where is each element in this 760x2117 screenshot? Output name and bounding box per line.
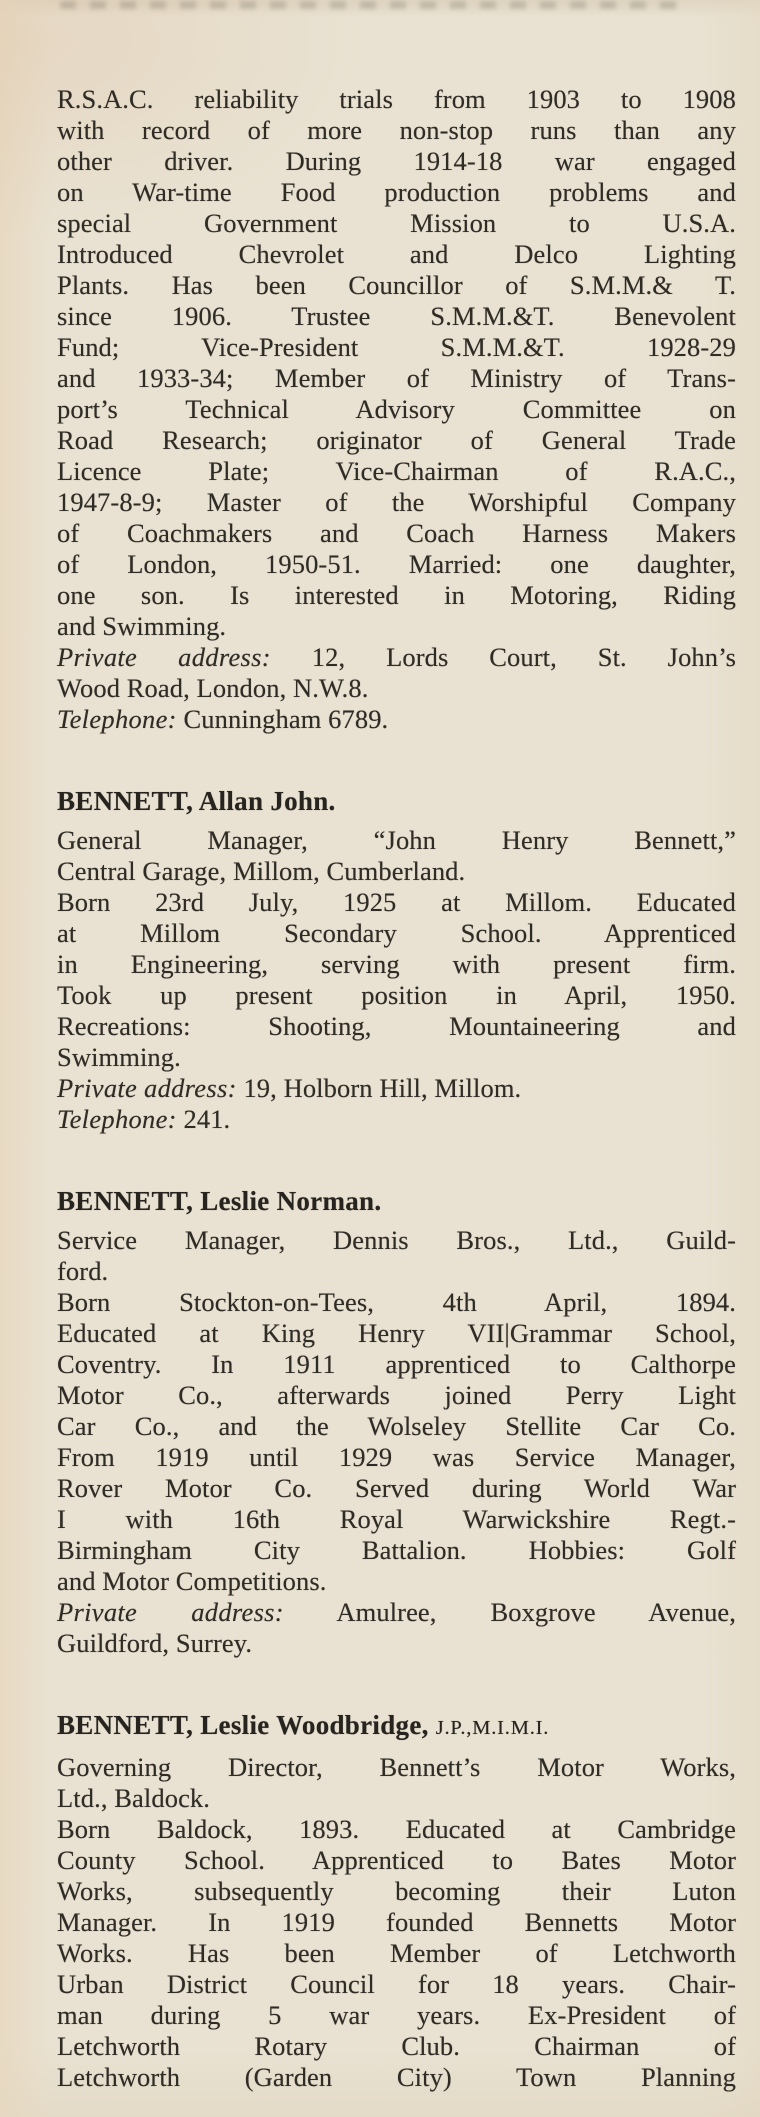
text-line: Introduced Chevrolet and Delco Lighting xyxy=(57,239,736,269)
text-line: since 1906. Trustee S.M.M.&T. Benevolent xyxy=(57,301,736,331)
directory-entry xyxy=(57,1709,736,2093)
text-line: one son. Is interested in Motoring, Riding xyxy=(57,580,736,610)
body-paragraph xyxy=(57,887,736,1073)
text-line: Private address: Amulree, Boxgrove Avenue, xyxy=(57,1597,736,1627)
directory-entry xyxy=(57,84,736,735)
text-line: Telephone: 241. xyxy=(57,1104,231,1134)
person-name: BENNETT, Leslie Woodbridge, xyxy=(57,1710,429,1740)
text-line: Urban District Council for 18 years. Chair- xyxy=(57,1969,736,1999)
text-line: Central Garage, Millom, Cumberland. xyxy=(57,856,466,886)
body-paragraph xyxy=(57,1225,736,1287)
text-line: I with 16th Royal Warwickshire Regt.- xyxy=(57,1504,736,1534)
text-line: and 1933-34; Member of Ministry of Trans- xyxy=(57,363,736,393)
text-line: of Coachmakers and Coach Harness Makers xyxy=(57,518,736,548)
directory-entry xyxy=(57,1185,736,1659)
field-label: Private address: xyxy=(57,642,271,672)
text-line: Works. Has been Member of Letchworth xyxy=(57,1938,736,1968)
text-line: Fund; Vice-President S.M.M.&T. 1928-29 xyxy=(57,332,736,362)
text-line: and Swimming. xyxy=(57,611,227,641)
field-label: Private address: xyxy=(57,1597,284,1627)
text-line: Plants. Has been Councillor of S.M.M.& T. xyxy=(57,270,736,300)
labeled-paragraph xyxy=(57,1073,736,1104)
text-line: Wood Road, London, N.W.8. xyxy=(57,673,369,703)
labeled-paragraph xyxy=(57,642,736,704)
text-line: Recreations: Shooting, Mountaineering and xyxy=(57,1011,736,1041)
text-line: Private address: 19, Holborn Hill, Millom. xyxy=(57,1073,522,1103)
person-name: BENNETT, Allan John. xyxy=(57,786,336,816)
field-label: Telephone: xyxy=(57,704,177,734)
person-name: BENNETT, Leslie Norman. xyxy=(57,1186,382,1216)
text-line: ford. xyxy=(57,1256,109,1286)
body-paragraph xyxy=(57,1752,736,1814)
text-line: Coventry. In 1911 apprenticed to Calthorpe xyxy=(57,1349,736,1379)
text-line: County School. Apprenticed to Bates Motor xyxy=(57,1845,736,1875)
body-paragraph xyxy=(57,1287,736,1597)
entry-heading xyxy=(57,785,736,818)
text-line: Private address: 12, Lords Court, St. John’s xyxy=(57,642,736,672)
person-honors: J.P.,M.I.M.I. xyxy=(435,1717,550,1739)
labeled-paragraph xyxy=(57,1104,736,1135)
text-line: of London, 1950-51. Married: one daughter, xyxy=(57,549,736,579)
cutoff-text-remnant xyxy=(60,1,680,9)
field-label: Telephone: xyxy=(57,1104,177,1134)
entry-heading xyxy=(57,1185,736,1218)
text-line: Car Co., and the Wolseley Stellite Car Co. xyxy=(57,1411,736,1441)
field-label: Private address: xyxy=(57,1073,237,1103)
text-line: Took up present position in April, 1950. xyxy=(57,980,736,1010)
text-line: Manager. In 1919 founded Bennetts Motor xyxy=(57,1907,736,1937)
text-line: Service Manager, Dennis Bros., Ltd., Guild- xyxy=(57,1225,736,1255)
text-line: special Government Mission to U.S.A. xyxy=(57,208,736,238)
labeled-paragraph xyxy=(57,704,736,735)
text-line: Telephone: Cunningham 6789. xyxy=(57,704,389,734)
text-line: Governing Director, Bennett’s Motor Works, xyxy=(57,1752,736,1782)
text-line: other driver. During 1914-18 war engaged xyxy=(57,146,736,176)
text-line: R.S.A.C. reliability trials from 1903 to 1908 xyxy=(57,84,736,114)
text-line: and Motor Competitions. xyxy=(57,1566,327,1596)
text-line: in Engineering, serving with present firm. xyxy=(57,949,736,979)
text-line: Educated at King Henry VII|Grammar School, xyxy=(57,1318,736,1348)
text-line: man during 5 war years. Ex-President of xyxy=(57,2000,736,2030)
text-line: Swimming. xyxy=(57,1042,181,1072)
text-line: Letchworth Rotary Club. Chairman of xyxy=(57,2031,736,2061)
text-line: General Manager, “John Henry Bennett,” xyxy=(57,825,736,855)
text-line: Born Baldock, 1893. Educated at Cambridge xyxy=(57,1814,736,1844)
text-line: Guildford, Surrey. xyxy=(57,1628,253,1658)
text-line: Born 23rd July, 1925 at Millom. Educated xyxy=(57,887,736,917)
text-line: with record of more non-stop runs than any xyxy=(57,115,736,145)
directory-entry xyxy=(57,785,736,1135)
entry-heading xyxy=(57,1709,736,1745)
text-line: Born Stockton-on-Tees, 4th April, 1894. xyxy=(57,1287,736,1317)
text-line: Rover Motor Co. Served during World War xyxy=(57,1473,736,1503)
body-paragraph xyxy=(57,825,736,887)
body-paragraph xyxy=(57,1814,736,2093)
text-line: Birmingham City Battalion. Hobbies: Golf xyxy=(57,1535,736,1565)
text-line: Ltd., Baldock. xyxy=(57,1783,211,1813)
text-line: on War-time Food production problems and xyxy=(57,177,736,207)
text-line: From 1919 until 1929 was Service Manager, xyxy=(57,1442,736,1472)
labeled-paragraph xyxy=(57,1597,736,1659)
text-line: Licence Plate; Vice-Chairman of R.A.C., xyxy=(57,456,736,486)
text-line: Motor Co., afterwards joined Perry Light xyxy=(57,1380,736,1410)
text-line: Works, subsequently becoming their Luton xyxy=(57,1876,736,1906)
text-line: 1947-8-9; Master of the Worshipful Company xyxy=(57,487,736,517)
body-paragraph xyxy=(57,84,736,642)
text-line: Letchworth (Garden City) Town Planning xyxy=(57,2062,736,2092)
text-line: Road Research; originator of General Trade xyxy=(57,425,736,455)
directory-entries-column xyxy=(57,84,736,2093)
text-line: port’s Technical Advisory Committee on xyxy=(57,394,736,424)
text-line: at Millom Secondary School. Apprenticed xyxy=(57,918,736,948)
